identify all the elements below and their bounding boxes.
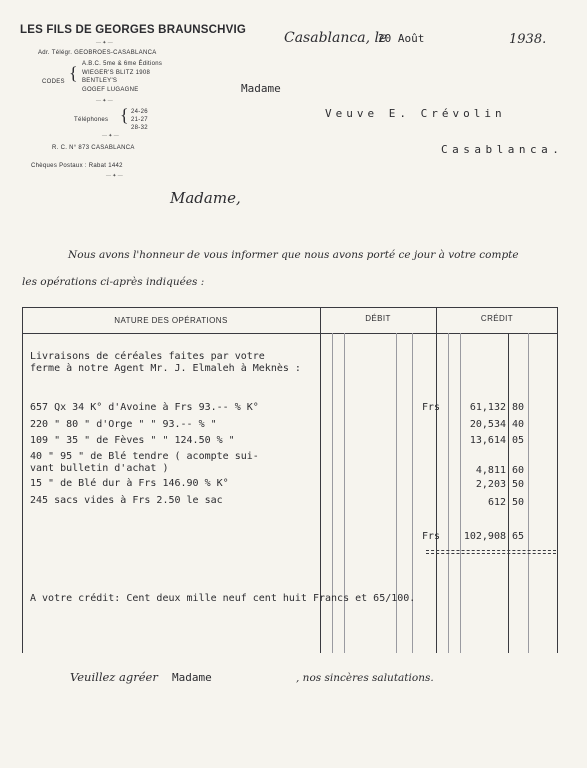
total-double-rule [426,550,556,551]
registry-number: R. C. N° 873 CASABLANCA [52,145,135,151]
telephone-number: 24-26 [131,109,148,115]
code-line: A.B.C. 5me & 6me Éditions [82,61,163,67]
credit-cents: 50 [512,497,525,508]
table-header-border [22,333,558,334]
table-left-border [22,307,23,653]
intro-line: Livraisons de céréales faites par votre [30,351,265,362]
codes-label: CODES [42,79,65,85]
ruled-line [396,333,397,653]
total-francs: 102,908 [463,531,506,542]
recipient-name: Veuve E. Crévolin [325,107,506,120]
ruled-line [332,333,333,653]
table-top-border [22,307,558,308]
telephones-label: Téléphones [74,117,109,123]
ruled-line [344,333,345,653]
telephones-list [131,108,148,132]
date-year: 1938. [509,32,547,47]
ornament-divider: — ✦ — [96,41,113,46]
operation-row-desc: 40 " 95 " de Blé tendre ( acompte sui- [30,451,259,462]
postal-cheques: Chèques Postaux : Rabat 1442 [31,163,123,169]
intro-line: ferme à notre Agent Mr. J. Elmaleh à Meknès : [30,363,301,374]
body-line-2: les opérations ci-après indiquées : [22,276,205,288]
credit-cents: 80 [512,402,525,413]
ornament-divider: — ✦ — [106,174,123,179]
credit-francs: 13,614 [469,435,506,446]
date-day-month: 20 Août [378,32,425,45]
credit-cents: 05 [512,435,525,446]
telephones-brace: { [120,105,129,125]
date-city: Casablanca, le [284,30,388,46]
codes-list [82,60,162,94]
credit-column-border [436,307,437,653]
closing-part-1: Veuillez agréer [70,670,158,684]
closing-addressee: Madame [172,671,212,684]
firm-name: LES FILS DE GEORGES BRAUNSCHVIG [20,24,247,36]
credit-francs: 612 [487,497,506,508]
header-debit: DÉBIT [365,314,391,323]
credit-cents: 50 [512,479,525,490]
ornament-divider: — ✦ — [96,99,113,104]
ornament-divider: — ✦ — [102,134,119,139]
operation-row-desc: 245 sacs vides à Frs 2.50 le sac [30,495,223,506]
credit-francs: 4,811 [475,465,506,476]
recipient-salutation: Madame [241,82,281,95]
credit-amount-in-words: A votre crédit: Cent deux mille neuf cent huit Francs et 65/100. [30,593,416,604]
operation-row-desc: 15 " de Blé dur à Frs 146.90 % K° [30,478,229,489]
code-line: GOGEF LUGAGNE [82,86,139,93]
telegraph-address: Adr. Télégr. GEOBROES-CASABLANCA [38,50,157,56]
credit-francs: 20,534 [469,419,506,430]
credit-francs: 2,203 [475,479,506,490]
header-nature: NATURE DES OPÉRATIONS [114,316,228,325]
total-cents: 65 [512,531,525,542]
telephone-number: 28-32 [131,125,148,131]
ruled-line [528,333,529,653]
header-credit: CRÉDIT [480,314,514,323]
operation-row-desc: 657 Qx 34 K° d'Avoine à Frs 93.-- % K° [30,402,259,413]
credit-cents: 40 [512,419,525,430]
closing-part-2: , nos sincères salutations. [296,672,434,684]
greeting: Madame, [170,189,241,207]
ruled-line [448,333,449,653]
currency-label: Frs [422,402,441,413]
code-line: BENTLEY'S [82,78,118,84]
body-line-1: Nous avons l'honneur de vous informer que nous avons porté ce jour à votre compte [68,249,519,261]
cents-divider [508,333,509,653]
operations-table [22,307,558,653]
recipient-city: Casablanca. [441,143,564,156]
operation-row-desc: 109 " 35 " de Fèves " " 124.50 % " [30,435,235,446]
ruled-line [460,333,461,653]
operation-row-desc: vant bulletin d'achat ) [30,463,169,474]
table-right-border [557,307,558,653]
operation-row-desc: 220 " 80 " d'Orge " " 93.-- % " [30,419,217,430]
total-currency: Frs [422,531,441,542]
credit-francs: 61,132 [469,402,506,413]
telephone-number: 21-27 [131,117,148,123]
credit-cents: 60 [512,465,525,476]
total-double-rule [426,553,556,554]
code-line: WIEGER'S BLITZ 1908 [82,69,151,76]
ruled-line [412,333,413,653]
codes-brace: { [69,63,78,83]
